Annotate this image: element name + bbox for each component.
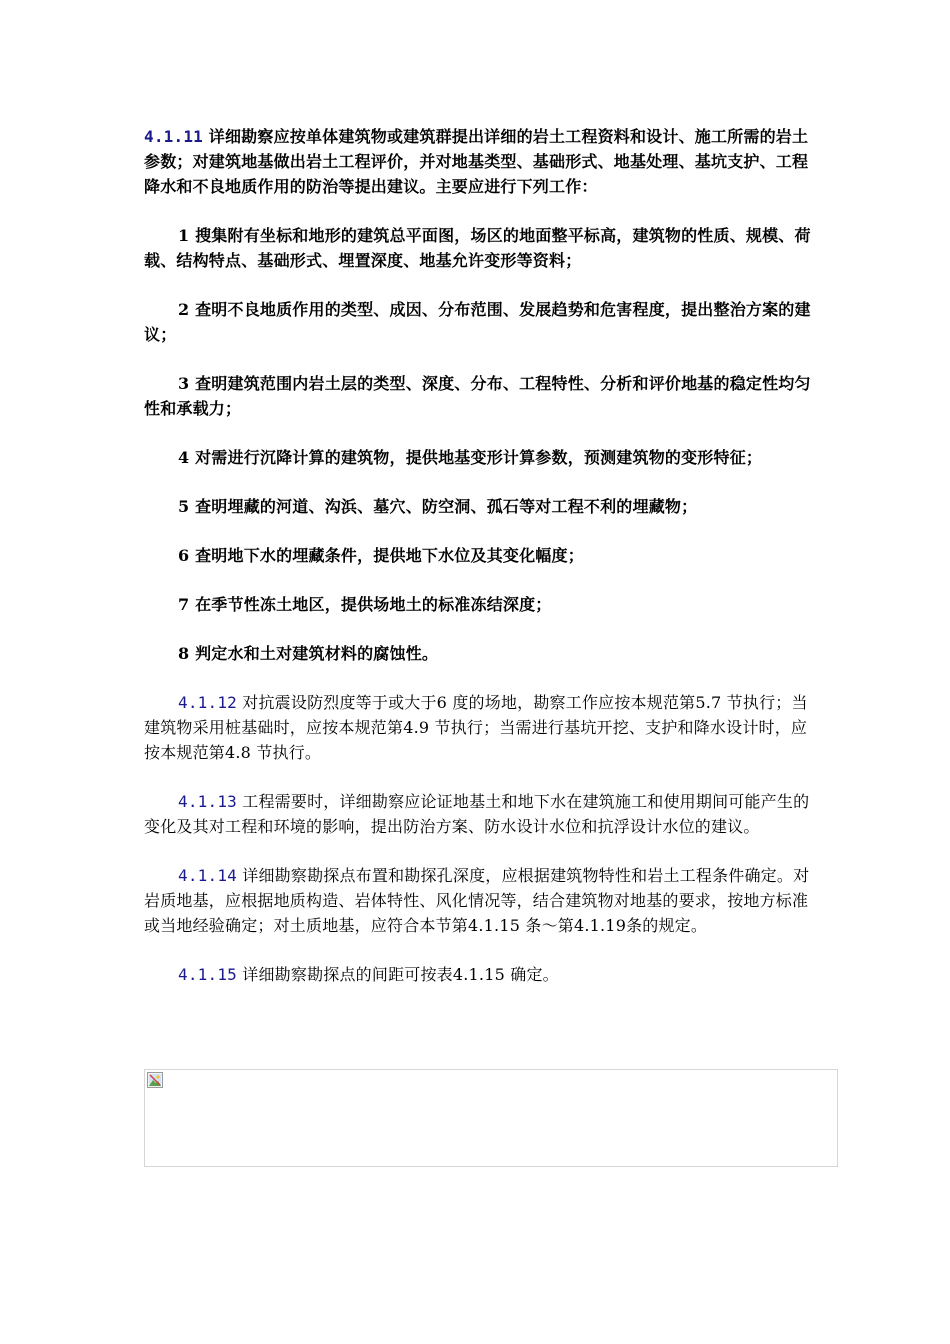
clause-text: 详细勘察勘探点布置和勘探孔深度，应根据建筑物特性和岩土工程条件确定。对岩质地基，应根据地质构造、岩体特性、风化情况等，结合建筑物对地基的要求，按地方标准或当地经验确定；对土质地基，应符合本节第4.1.15 条～第4.1.19条的规定。 <box>144 866 810 935</box>
list-item: 7 在季节性冻土地区，提供场地土的标准冻结深度； <box>178 595 552 614</box>
clause-text: 详细勘察应按单体建筑物或建筑群提出详细的岩土工程资料和设计、施工所需的岩土参数；对建筑地基做出岩土工程评价，并对地基类型、基础形式、地基处理、基坑支护、工程降水和不良地质作用的防治等提出建议。主要应进行下列工作： <box>144 127 809 196</box>
clause-number: 4.1.14 <box>178 866 237 885</box>
clause-text: 工程需要时，详细勘察应论证地基土和地下水在建筑施工和使用期间可能产生的变化及其对工程和环境的影响，提出防治方案、防水设计水位和抗浮设计水位的建议。 <box>144 792 810 836</box>
clause-number: 4.1.15 <box>178 965 237 984</box>
clause-4-1-13 <box>144 789 812 839</box>
list-item: 2 查明不良地质作用的类型、成因、分布范围、发展趋势和危害程度，提出整治方案的建议； <box>144 300 811 344</box>
image-placeholder <box>144 1069 838 1167</box>
clause-4-1-11 <box>144 124 812 199</box>
list-item: 3 查明建筑范围内岩土层的类型、深度、分布、工程特性、分析和评价地基的稳定性均匀性和承载力； <box>144 374 811 418</box>
list-item: 4 对需进行沉降计算的建筑物，提供地基变形计算参数，预测建筑物的变形特征； <box>178 448 763 467</box>
list-item: 6 查明地下水的埋藏条件，提供地下水位及其变化幅度； <box>178 546 584 565</box>
clause-text: 对抗震设防烈度等于或大于6 度的场地，勘察工作应按本规范第5.7 节执行；当建筑物采用桩基础时，应按本规范第4.9 节执行；当需进行基坑开挖、支护和降水设计时，应按本规范第4.8 节执行。 <box>144 693 808 762</box>
clause-number: 4.1.13 <box>178 792 237 811</box>
clause-4-1-12 <box>144 690 812 765</box>
list-item: 1 搜集附有坐标和地形的建筑总平面图，场区的地面整平标高，建筑物的性质、规模、荷载、结构特点、基础形式、埋置深度、地基允许变形等资料； <box>144 226 811 270</box>
clause-text: 详细勘察勘探点的间距可按表4.1.15 确定。 <box>237 965 559 984</box>
clause-4-1-15 <box>144 962 812 987</box>
clause-4-1-14 <box>144 863 812 938</box>
clause-number: 4.1.11 <box>144 127 203 146</box>
clause-number: 4.1.12 <box>178 693 237 712</box>
broken-image-icon <box>147 1072 163 1088</box>
list-item: 8 判定水和土对建筑材料的腐蚀性。 <box>178 644 439 663</box>
document-body <box>144 124 812 1011</box>
list-item: 5 查明埋藏的河道、沟浜、墓穴、防空洞、孤石等对工程不利的埋藏物； <box>178 497 698 516</box>
